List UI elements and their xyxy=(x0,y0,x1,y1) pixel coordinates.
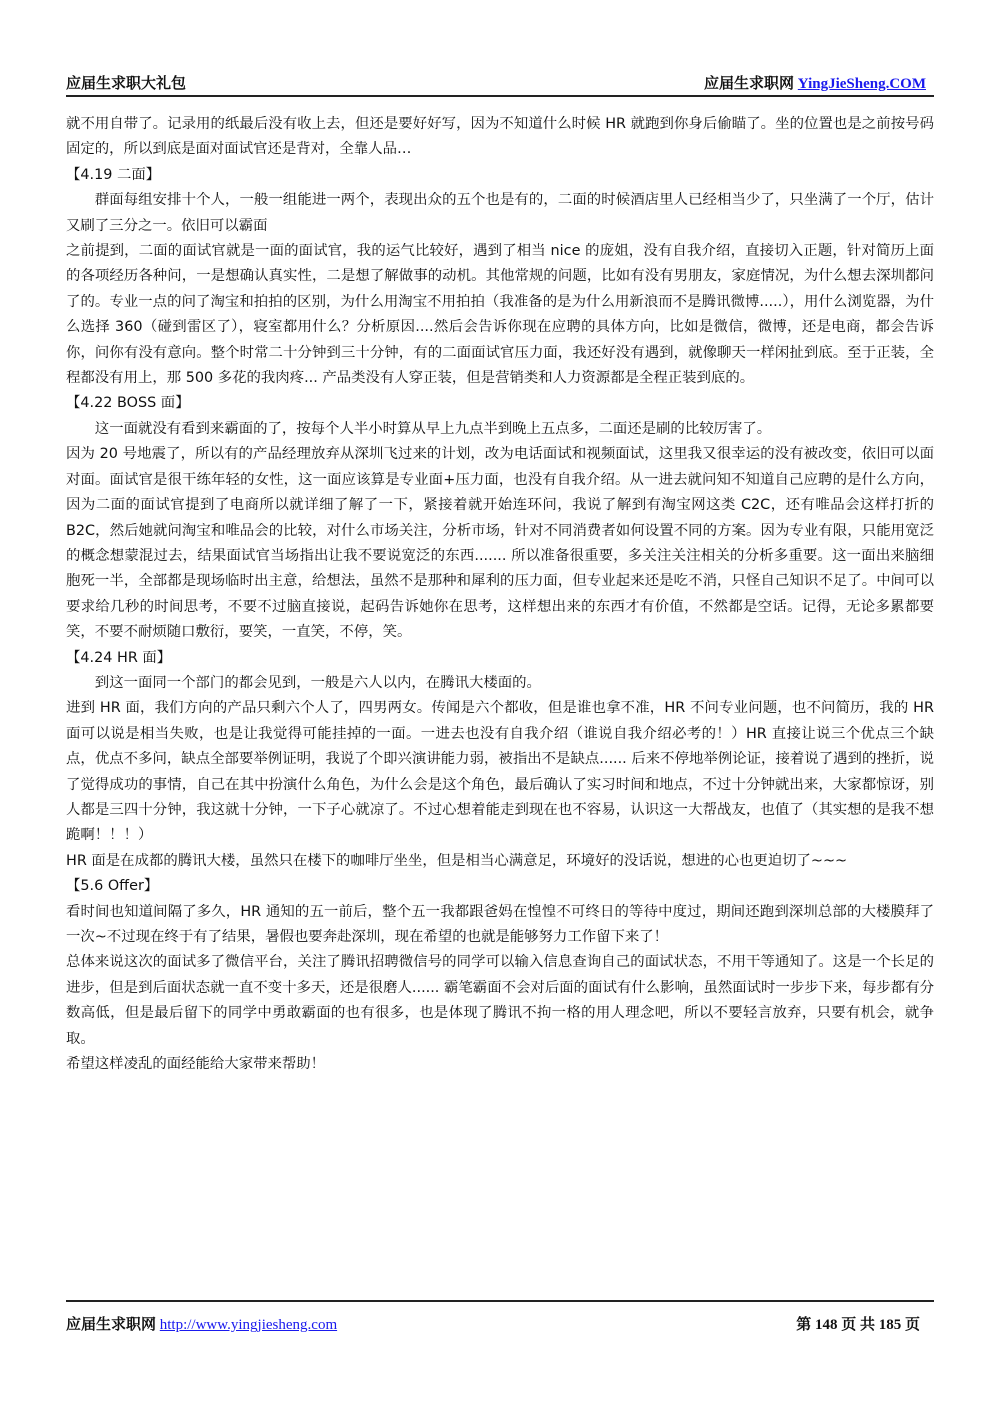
paragraph: 总体来说这次的面试多了微信平台，关注了腾讯招聘微信号的同学可以输入信息查询自己的面试状态，不用干等通知了。这是一个长足的进步，但是到后面状态就一直不变十多天，还是很磨人...... 霸笔霸面不会对后面的面试有什么影响，虽然面试时一步步下来，每步都有分数高低，但是最后留下的同学中勇敢霸面的也有很多，也是体现了腾讯不拘一格的用人理念吧，所以不要轻言放弃，只要有机会，就争取。 xyxy=(66,954,934,1047)
paragraph: 就不用自带了。记录用的纸最后没有收上去，但还是要好好写，因为不知道什么时候 HR 就跑到你身后偷瞄了。坐的位置也是之前按号码固定的，所以到底是面对面试官还是背对，全靠人品… xyxy=(66,116,934,158)
section-heading: 【5.6 Offer】 xyxy=(66,878,159,895)
paragraph: 群面每组安排十个人，一般一组能进一两个，表现出众的五个也是有的，二面的时候酒店里人已经相当少了，只坐满了一个厅，估计又刷了三分之一。依旧可以霸面 xyxy=(66,192,934,234)
paragraph: HR 面是在成都的腾讯大楼，虽然只在楼下的咖啡厅坐坐，但是相当心满意足，环境好的没话说，想进的心也更迫切了~~~ xyxy=(66,852,848,869)
footer-site xyxy=(66,1313,337,1334)
page-number: 第 148 页 共 185 页 xyxy=(796,1317,920,1333)
footer-site-link[interactable]: http://www.yingjiesheng.com xyxy=(159,1317,338,1333)
paragraph: 因为 20 号地震了，所以有的产品经理放弃从深圳飞过来的计划，改为电话面试和视频面试，这里我又很幸运的没有被改变，依旧可以面对面。面试官是很干练年轻的女性，这一面应该算是专业面+压力面，也没有自我介绍。从一进去就问知不知道自己应聘的是什么方向，因为二面的面试官提到了电商所以就详细了解了一下，紧接着就开始连环问，我说了解到有淘宝网这类 C2C，还有唯品会这样打折的 B2C，然后她就问淘宝和唯品会的比较，对什么市场关注，分析市场，针对不同消费者如何设置不同的方案。因为专业有限，只能用宽泛的概念想蒙混过去，结果面试官当场指出让我不要说宽泛的东西....... 所以准备很重要，多关注关注相关的分析多重要。这一面出来脑细胞死一半，全部都是现场临时出主意，给想法，虽然不是那种和犀利的压力面，但专业起来还是吃不消，只怪自己知识不足了。中间可以要求给几秒的时间思考，不要不过脑直接说，起码告诉她你在思考，这样想出来的东西才有价值，不然都是空话。记得，无论多累都要笑，不要不耐烦随口敷衍，要笑，一直笑，不停，笑。 xyxy=(66,446,934,641)
section-heading: 【4.19 二面】 xyxy=(66,166,161,183)
paragraph: 进到 HR 面，我们方向的产品只剩六个人了，四男两女。传闻是六个都收，但是谁也拿不准，HR 不问专业问题，也不问简历，我的 HR 面可以说是相当失败，也是让我觉得可能挂掉的一面。一进去也没有自我介绍（谁说自我介绍必考的！）HR 直接让说三个优点三个缺点，优点不多问，缺点全部要举例证明，我说了个即兴演讲能力弱，被指出不是缺点...... 后来不停地举例论证，接着说了遇到的挫折，说了觉得成功的事情，自己在其中扮演什么角色，为什么会是这个角色，最后确认了实习时间和地点，不过十分钟就出来，大家都惊讶，别人都是三四十分钟，我这就十分钟，一下子心就凉了。不过心想着能走到现在也不容易，认识这一大帮战友，也值了（其实想的是我不想跪啊！！！） xyxy=(66,700,934,844)
header-site-label: 应届生求职网 xyxy=(704,76,795,92)
header-site xyxy=(704,72,926,93)
paragraph: 希望这样凌乱的面经能给大家带来帮助！ xyxy=(66,1056,326,1073)
header-title: 应届生求职大礼包 xyxy=(66,76,187,92)
section-heading: 【4.22 BOSS 面】 xyxy=(66,395,190,412)
paragraph: 看时间也知道间隔了多久，HR 通知的五一前后，整个五一我都跟爸妈在惶惶不可终日的等待中度过，期间还跑到深圳总部的大楼膜拜了一次~不过现在终于有了结果，暑假也要奔赴深圳，现在希望的也就是能够努力工作留下来了！ xyxy=(66,903,934,945)
section-heading: 【4.24 HR 面】 xyxy=(66,649,172,666)
header-divider xyxy=(66,95,934,97)
document-body xyxy=(66,112,934,1077)
paragraph: 之前提到，二面的面试官就是一面的面试官，我的运气比较好，遇到了相当 nice 的庞姐，没有自我介绍，直接切入正题，针对简历上面的各项经历各种问，一是想确认真实性，二是想了解做事的动机。其他常规的问题，比如有没有男朋友，家庭情况，为什么想去深圳都问了的。专业一点的问了淘宝和拍拍的区别，为什么用淘宝不用拍拍（我准备的是为什么用新浪而不是腾讯微博.....），用什么浏览器，为什么选择 360（碰到雷区了），寝室都用什么？分析原因....然后会告诉你现在应聘的具体方向，比如是微信，微博，还是电商，都会告诉你，问你有没有意向。整个时常二十分钟到三十分钟，有的二面面试官压力面，我还好没有遇到，就像聊天一样闲扯到底。至于正装，全程都没有用上，那 500 多花的我肉疼... 产品类没有人穿正装，但是营销类和人力资源都是全程正装到底的。 xyxy=(66,243,934,387)
page-footer xyxy=(66,1313,934,1335)
paragraph: 这一面就没有看到来霸面的了，按每个人半小时算从早上九点半到晚上五点多，二面还是刷的比较厉害了。 xyxy=(94,420,772,437)
header-site-link[interactable]: YingJieSheng.COM xyxy=(797,76,926,92)
page-header xyxy=(66,72,934,94)
paragraph: 到这一面同一个部门的都会见到，一般是六人以内，在腾讯大楼面的。 xyxy=(94,674,541,691)
footer-site-label: 应届生求职网 xyxy=(66,1317,157,1333)
footer-divider xyxy=(66,1300,934,1302)
